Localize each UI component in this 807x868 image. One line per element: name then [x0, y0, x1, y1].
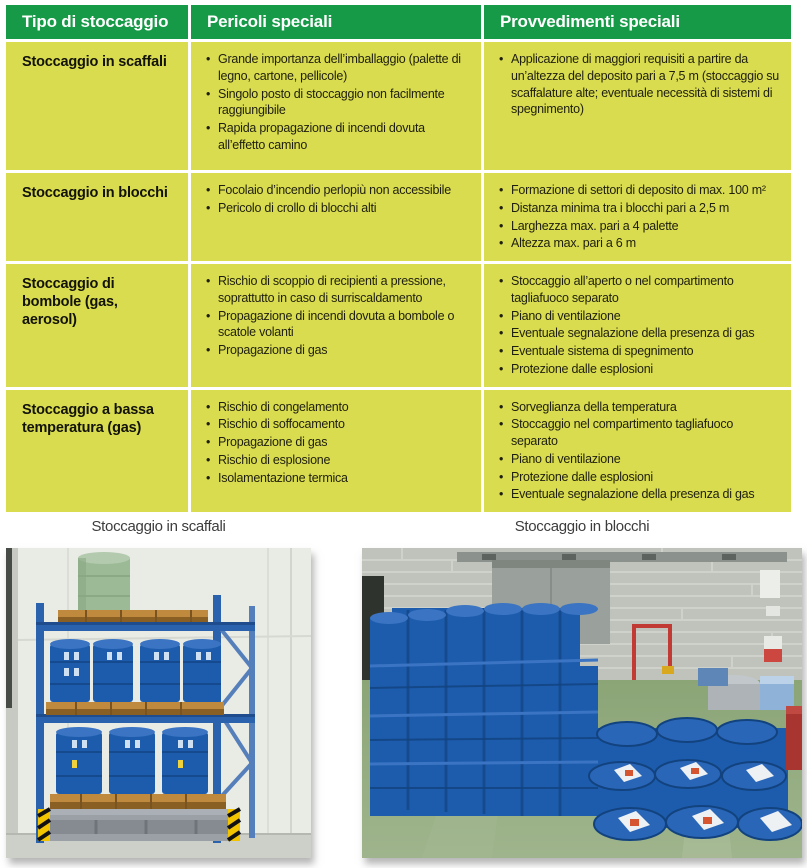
bullet-item: • Eventuale segnalazione della presenza di gas [499, 486, 779, 503]
block-storage-illustration [362, 548, 802, 858]
storage-type-label: Stoccaggio in blocchi [22, 185, 168, 201]
provisions-list [484, 42, 791, 127]
bullet-item: • Formazione di settori di deposito di max. 100 m² [499, 182, 779, 199]
hazards-cell [191, 390, 481, 513]
blue-drums-tier2 [56, 727, 208, 794]
drum-block-left [370, 603, 598, 816]
bullet-item: • Piano di ventilazione [499, 308, 779, 325]
containment-basin [38, 809, 240, 841]
provisions-cell [484, 42, 791, 170]
bullet-item: • Sorveglianza della temperatura [499, 399, 779, 416]
caption-blocchi: Stoccaggio in blocchi [514, 518, 650, 535]
bullet-item: • Applicazione di maggiori requisiti a partire da un’altezza del deposito pari a 7,5 m (stoccaggio su scaffalature alte; eventuale necessità di sistemi di spegnimento) [499, 51, 779, 118]
table-row [6, 42, 791, 170]
wood-pallet-low [50, 794, 226, 809]
bullet-item: • Protezione dalle esplosioni [499, 469, 779, 486]
table-row [6, 173, 791, 261]
bullet-item: • Focolaio d’incendio perlopiù non accessibile [206, 182, 469, 199]
storage-table [6, 5, 791, 515]
hazards-list [191, 264, 481, 368]
photo-stoccaggio-scaffali [6, 548, 311, 858]
wood-pallet-mid [46, 702, 224, 715]
photo-stoccaggio-blocchi [362, 548, 802, 858]
storage-type-cell [6, 264, 188, 387]
bullet-item: • Rischio di soffocamento [206, 416, 469, 433]
header-special-provisions: Provvedimenti speciali [484, 5, 791, 39]
caption-scaffali: Stoccaggio in scaffali [91, 518, 226, 535]
hazards-list [191, 42, 481, 163]
storage-type-cell [6, 42, 188, 170]
bullet-item: • Protezione dalle esplosioni [499, 361, 779, 378]
provisions-list [484, 173, 791, 261]
hazards-list [191, 390, 481, 496]
storage-type-cell [6, 173, 188, 261]
provisions-cell [484, 173, 791, 261]
yellow-sign [662, 666, 674, 674]
bullet-item: • Pericolo di crollo di blocchi alti [206, 200, 469, 217]
drum-block-front [589, 718, 802, 840]
table-header-row [6, 5, 791, 39]
bullet-item: • Rapida propagazione di incendi dovuta all’effetto camino [206, 120, 469, 154]
bullet-item: • Isolamentazione termica [206, 470, 469, 487]
bullet-item: • Rischio di scoppio di recipienti a pressione, soprattutto in caso di surriscaldamento [206, 273, 469, 307]
bullet-item: • Propagazione di gas [206, 434, 469, 451]
storage-type-label: Stoccaggio a bassa temperatura (gas) [22, 401, 154, 436]
provisions-cell [484, 264, 791, 387]
hazards-cell [191, 173, 481, 261]
table-row [6, 390, 791, 513]
storage-type-label: Stoccaggio in scaffali [22, 54, 167, 70]
storage-type-label: Stoccaggio di bombole (gas, aerosol) [22, 276, 118, 329]
bullet-item: • Larghezza max. pari a 4 palette [499, 218, 779, 235]
bullet-item: • Singolo posto di stoccaggio non facilmente raggiungibile [206, 86, 469, 120]
green-drum [78, 552, 130, 614]
header-special-hazards: Pericoli speciali [191, 5, 481, 39]
bullet-item: • Altezza max. pari a 6 m [499, 235, 779, 252]
wood-pallet-top [58, 610, 208, 623]
table-row [6, 264, 791, 387]
provisions-cell [484, 390, 791, 513]
provisions-list [484, 390, 791, 513]
bullet-item: • Eventuale segnalazione della presenza di gas [499, 325, 779, 342]
bullet-item: • Eventuale sistema di spegnimento [499, 343, 779, 360]
bullet-item: • Rischio di congelamento [206, 399, 469, 416]
bullet-item: • Stoccaggio nel compartimento tagliafuoco separato [499, 416, 779, 450]
header-storage-type: Tipo di stoccaggio [6, 5, 188, 39]
rack-photo-illustration [6, 548, 311, 858]
bullet-item: • Grande importanza dell’imballaggio (palette di legno, cartone, pellicole) [206, 51, 469, 85]
storage-type-cell [6, 390, 188, 513]
bullet-item: • Distanza minima tra i blocchi pari a 2,5 m [499, 200, 779, 217]
hazards-cell [191, 264, 481, 387]
hazards-list [191, 173, 481, 226]
table-body [6, 42, 791, 512]
bullet-item: • Rischio di esplosione [206, 452, 469, 469]
bullet-item: • Propagazione di incendi dovuta a bombole o scatole volanti [206, 308, 469, 342]
bullet-item: • Stoccaggio all’aperto o nel compartimento tagliafuoco separato [499, 273, 779, 307]
bullet-item: • Piano di ventilazione [499, 451, 779, 468]
bullet-item: • Propagazione di gas [206, 342, 469, 359]
hazards-cell [191, 42, 481, 170]
provisions-list [484, 264, 791, 387]
